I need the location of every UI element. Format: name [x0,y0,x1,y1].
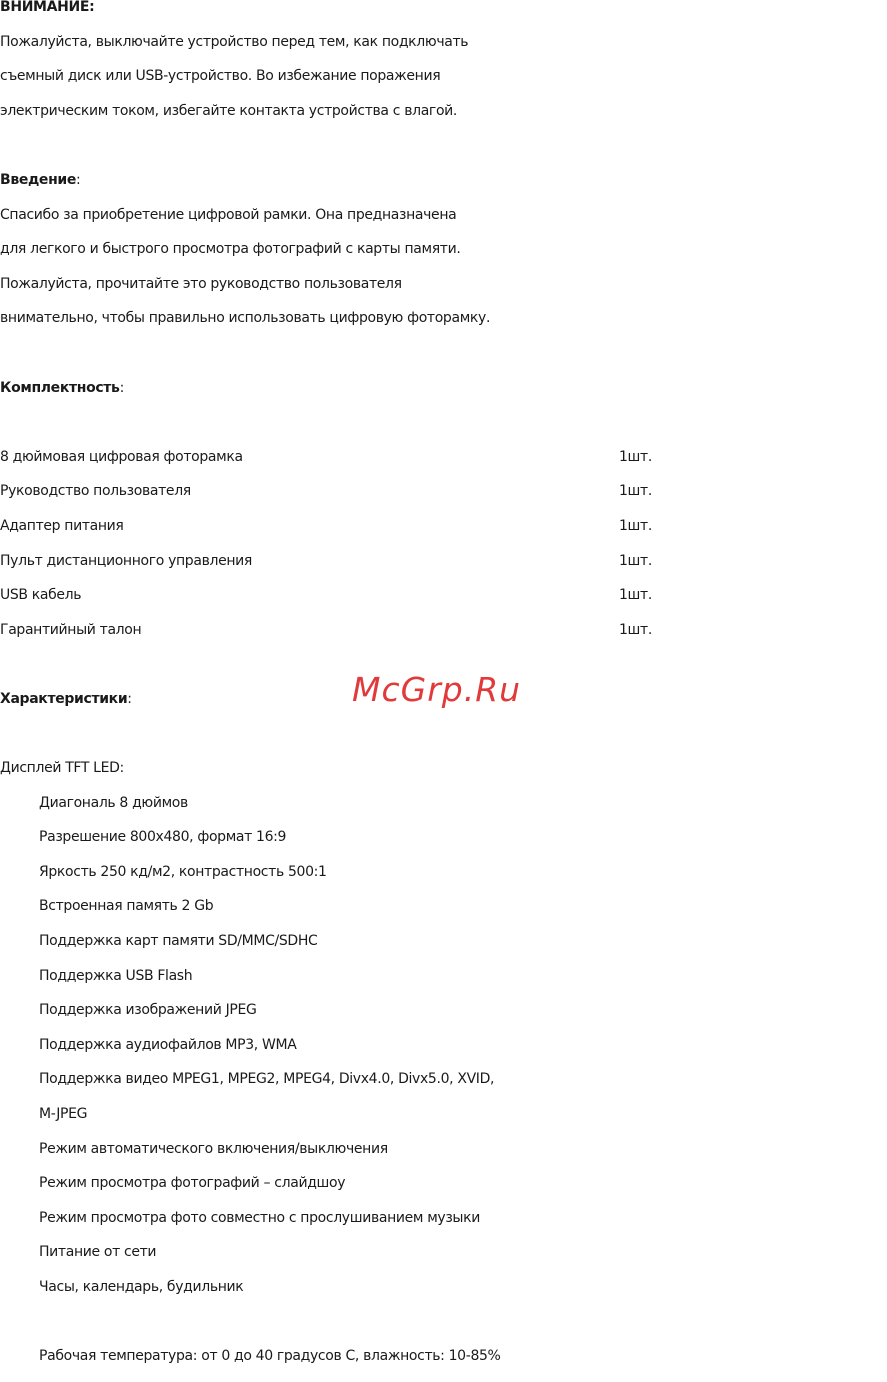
spacer [0,336,887,371]
intro-line: для легкого и быстрого просмотра фотографий с карты памяти. [0,241,461,258]
kit-item [0,474,887,509]
spec-line: Разрешение 800x480, формат 16:9 [39,829,287,846]
heading-colon: : [127,690,132,707]
kit-heading [0,371,887,406]
spec-line: Режим просмотра фотографий – слайдшоу [39,1175,346,1192]
spacer [0,128,887,163]
spec-line: M-JPEG [39,1106,88,1122]
kit-item [0,509,887,544]
spacer [0,716,887,751]
kit-item [0,578,887,613]
kit-item-name: Руководство пользователя [0,483,191,500]
kit-item-qty: 1шт. [619,448,652,465]
intro-line: Пожалуйста, прочитайте это руководство пользователя [0,275,402,292]
intro-line: Спасибо за приобретение цифровой рамки. Она предназначена [0,206,457,223]
kit-item [0,440,887,475]
kit-item-qty: 1шт. [619,587,652,604]
kit-item-qty: 1шт. [619,621,652,638]
spec-line: Диагональ 8 дюймов [39,794,188,811]
kit-item-name: USB кабель [0,587,82,604]
specs-title: Характеристики [0,690,128,707]
spec-line: Питание от сети [39,1244,157,1261]
spec-line: Поддержка видео MPEG1, MPEG2, MPEG4, Divx4.0, Divx5.0, XVID, [39,1071,495,1088]
watermark: McGrp.Ru [352,670,522,709]
operating-conditions: Рабочая температура: от 0 до 40 градусов С, влажность: 10-85% [39,1348,501,1365]
spec-line: Яркость 250 кд/м2, контрастность 500:1 [39,863,327,880]
intro-title: Введение [0,171,77,188]
intro-heading [0,163,887,198]
spec-line: Часы, календарь, будильник [39,1278,244,1295]
kit-item-qty: 1шт. [619,552,652,569]
spec-line: Режим автоматического включения/выключения [39,1140,388,1157]
kit-item [0,544,887,579]
heading-colon: : [76,171,81,188]
spec-line: Поддержка карт памяти SD/MMC/SDHC [39,933,318,950]
warning-line: съемный диск или USB-устройство. Во избежание поражения [0,68,441,85]
warning-line: Пожалуйста, выключайте устройство перед тем, как подключать [0,33,469,50]
warning-title: ВНИМАНИЕ: [0,0,95,15]
kit-item-name: Гарантийный талон [0,621,142,638]
spec-line: Поддержка изображений JPEG [39,1002,257,1019]
spec-line: Поддержка аудиофайлов MP3, WMA [39,1036,297,1053]
intro-line: внимательно, чтобы правильно использовать цифровую фоторамку. [0,310,491,327]
kit-title: Комплектность [0,379,120,396]
spacer [0,1305,887,1340]
spacer [0,405,887,440]
spec-line: Поддержка USB Flash [39,967,193,984]
kit-item-name: 8 дюймовая цифровая фоторамка [0,448,243,465]
kit-item-qty: 1шт. [619,483,652,500]
spec-line: Встроенная память 2 Gb [39,898,214,915]
heading-colon: : [119,379,124,396]
kit-item-name: Адаптер питания [0,517,124,534]
kit-item [0,613,887,648]
warning-line: электрическим током, избегайте контакта устройства с влагой. [0,102,458,119]
display-label: Дисплей TFT LED: [0,760,124,777]
kit-item-qty: 1шт. [619,517,652,534]
spec-line: Режим просмотра фото совместно с прослушиванием музыки [39,1209,480,1226]
kit-item-name: Пульт дистанционного управления [0,552,252,569]
